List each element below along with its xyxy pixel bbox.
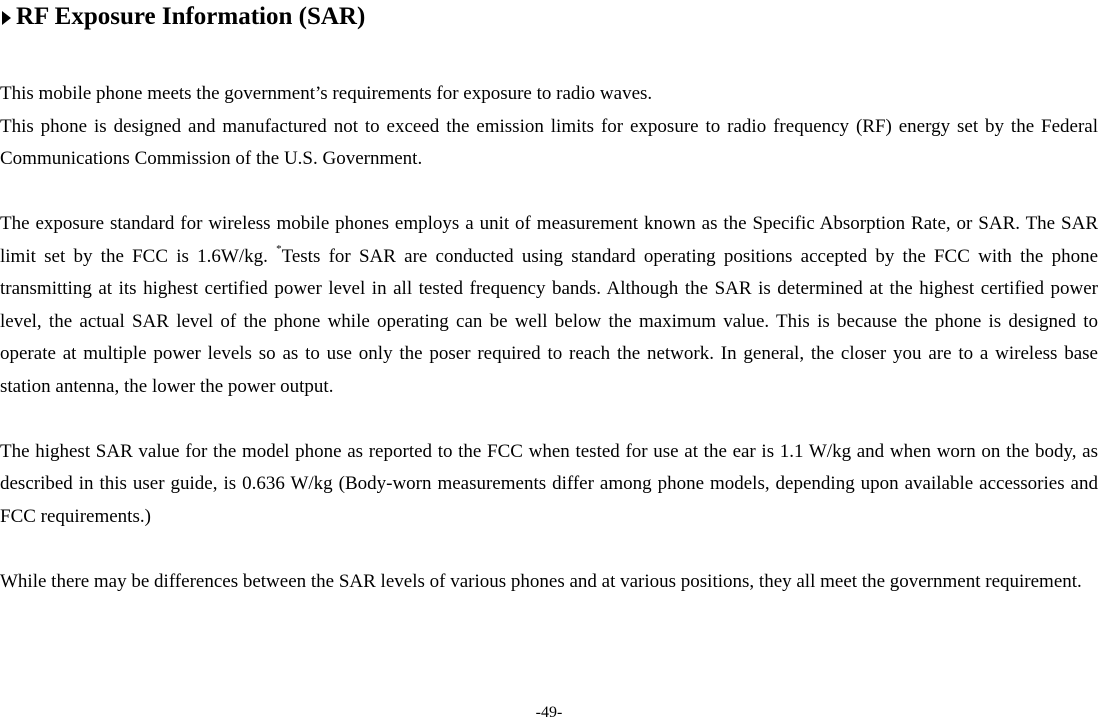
paragraph-sar-standard	[0, 208, 1098, 403]
sar-standard-text: The exposure standard for wireless mobile phones employs a unit of measurement known as the Specific Absorption Rate, or SAR. The SAR limit set by the FCC is 1.6W/kg.	[0, 213, 1098, 267]
footnote-marker: *	[276, 242, 282, 255]
paragraph-compliance-statement: This mobile phone meets the government’s requirements for exposure to radio waves.	[0, 83, 653, 104]
paragraph-spacer	[0, 403, 1098, 436]
sar-testing-text: Tests for SAR are conducted using standard operating positions accepted by the FCC with the phone transmitting at its highest certified power level in all tested frequency bands. Although the SAR is determined at the highest certified power level, the actual SAR level of the phone while operating can be well below the maximum value. This is because the phone is designed to operate at multiple power levels so as to use only the poser required to reach the network. In general, the closer you are to a wireless base station antenna, the lower the power output.	[0, 245, 1098, 397]
paragraph-spacer	[0, 176, 1098, 209]
paragraph-emission-limits: This phone is designed and manufactured not to exceed the emission limits for exposure to radio frequency (RF) energy set by the Federal Communications Commission of the U.S. Government.	[0, 115, 1098, 169]
section-title: RF Exposure Information (SAR)	[16, 3, 366, 30]
triangle-bullet-icon	[2, 11, 11, 25]
paragraph-differences: While there may be differences between the SAR levels of various phones and at various positions, they all meet the government requirement.	[0, 570, 1082, 592]
paragraph-spacer	[0, 533, 1098, 566]
page-number: -49-	[535, 704, 563, 721]
section-body	[0, 78, 1098, 598]
paragraph-sar-values: The highest SAR value for the model phone as reported to the FCC when tested for use at the ear is 1.1 W/kg and when worn on the body, as described in this user guide, is 0.636 W/kg (Body-worn measurements differ among phone models, depending upon available accessories and FCC requirements.)	[0, 440, 1098, 527]
section-heading	[2, 0, 365, 34]
